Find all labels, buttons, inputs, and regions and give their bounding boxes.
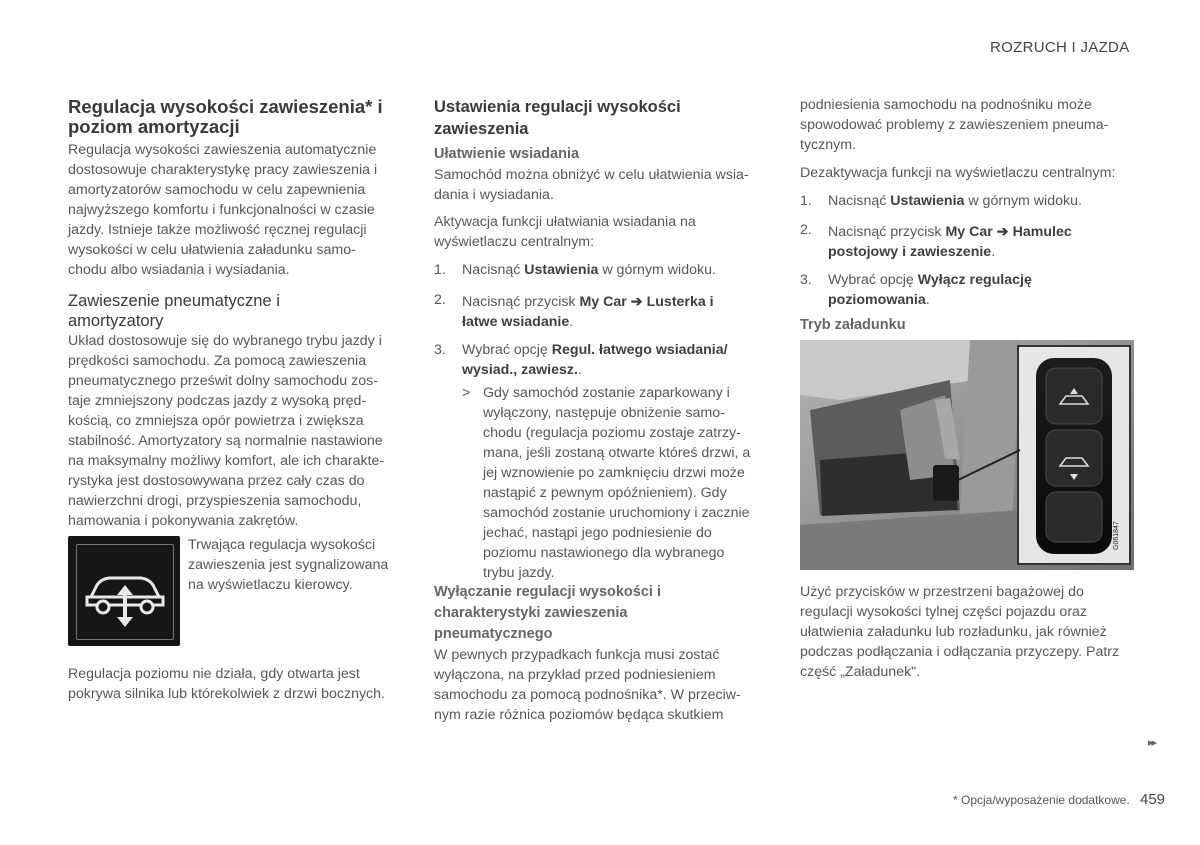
heading-line: poziom amortyzacji [68,116,240,137]
note-paragraph [68,664,418,704]
text-line: Samochód można obniżyć w celu ułatwienia wsia- [434,167,749,183]
body-paragraph [68,331,408,531]
text-line: wyłączony, następuje obniżenie samo- [483,405,725,421]
menu-path-bold: Ustawienia [524,262,599,278]
text-line: Trwająca regulacja wysokości [188,537,376,553]
text-run: . [925,292,930,308]
list-item [800,191,1140,211]
menu-path-bold: Wyłącz regulację [917,272,1032,288]
heading-line: Zawieszenie pneumatyczne i [68,292,280,310]
text-line: jazdy. Istnieje także możliwość ręcznej regulacji [68,222,367,238]
text-line: tycznym. [800,137,856,153]
list-item [434,340,774,382]
text-line: prędkości samochodu. Za pomocą zawieszenia [68,353,367,369]
menu-path-bold: wysiad., zawiesz. [462,362,578,378]
continued-paragraph [800,95,1140,155]
heading-line: Regulacja wysokości zawieszenia* i [68,96,383,117]
text-line: jechać, nastąpi jego podniesienie do [483,525,712,541]
text-line: nawierzchni drogi, przyspieszenia samochodu, [68,493,362,509]
text-line: Regulacja wysokości zawieszenia automatycznie [68,142,377,158]
section-title: ROZRUCH I JAZDA [990,39,1130,56]
footnote: * Opcja/wyposażenie dodatkowe. [953,793,1130,807]
heading-line: charakterystyki zawieszenia [434,605,628,621]
text-line: nym razie różnica poziomów będąca skutkiem [434,707,724,723]
deactivation-paragraph [434,645,774,725]
page-number: 459 [1140,791,1166,808]
step-number: 3. [800,272,812,288]
heading-line: zawieszenia [434,120,529,138]
menu-path-bold: poziomowania [828,292,926,308]
text-line: trybu jazdy. [483,565,555,581]
text-line: pneumatycznego prześwit dolny samochodu zos- [68,373,378,389]
text-line: wyłączona, na przykład przed podniesieniem [434,667,716,683]
step-number: 1. [434,262,446,278]
settings-heading [434,96,681,140]
text-line: Użyć przycisków w przestrzeni bagażowej do [800,584,1084,600]
text-line: Gdy samochód zostanie zaparkowany i [483,385,730,401]
menu-path-bold: Lusterka i [646,294,714,310]
continue-arrows-icon: ▸▸ [1148,737,1156,749]
text-line: najwyższego komfortu i funkcjonalności w czasie [68,202,375,218]
text-line: chodu albo wsiadania i wysiadania. [68,262,290,278]
text-line: część „Załadunek". [800,664,921,680]
arrow-right-icon: ➔ [996,224,1009,240]
text-run: w górnym widoku. [964,193,1082,209]
arrow-right-icon: ➔ [630,294,643,310]
list-item [434,260,774,280]
easy-entry-paragraph [434,165,774,205]
menu-path-bold: My Car [945,224,993,240]
text-line: samochodu za pomocą podnośnika*. W przeciw- [434,687,741,703]
suspension-level-indicator-icon [68,536,180,646]
text-run: . [577,362,582,378]
deactivation-heading [434,582,661,645]
loading-mode-heading: Tryb załadunku [800,317,906,333]
text-run: Nacisnąć [462,262,525,278]
text-line: poziomu nastawionego dla wybranego [483,545,725,561]
list-item [800,220,1140,262]
step-number: 2. [434,292,446,308]
text-line: hamowania i pokonywania zakrętów. [68,513,299,529]
result-marker: > [462,385,471,401]
text-line: rystyka jest dostosowywana przez cały czas do [68,473,365,489]
text-run: . [569,314,574,330]
text-line: dostosowuje charakterystykę pracy zawieszenia i [68,162,378,178]
step-number: 3. [434,342,446,358]
text-line: zawieszenia jest sygnalizowana [188,557,389,573]
text-line: jej wznowienie po zamknięciu drzwi może [483,465,745,481]
list-item [434,290,774,332]
text-line: W pewnych przypadkach funkcja musi zostać [434,647,720,663]
heading-line: amortyzatory [68,312,164,330]
text-line: chodu (regulacja poziomu zostaje zatrzy- [483,425,741,441]
list-item [800,270,1140,312]
activation-paragraph [434,212,774,252]
heading-line: Wyłączanie regulacji wysokości i [434,584,662,600]
text-line: pokrywa silnika lub którekolwiek z drzwi bocznych. [68,686,385,702]
text-run: Nacisnąć [828,193,891,209]
icon-caption [188,535,408,595]
car-height-adjust-icon [77,545,173,639]
text-run: Nacisnąć przycisk [462,294,580,310]
text-line: Aktywacja funkcji ułatwiania wsiadania na [434,214,696,230]
photo-caption [800,582,1160,682]
text-line: kością, co zmniejsza opór powietrza i zwiększa [68,413,364,429]
easy-entry-heading: Ułatwienie wsiadania [434,146,580,162]
step-number: 1. [800,193,812,209]
subsection-heading [68,291,280,331]
menu-path-bold: Hamulec [1012,224,1072,240]
text-run: Nacisnąć przycisk [828,224,946,240]
text-run: w górnym widoku. [598,262,716,278]
text-line: podczas podłączania i odłączania przyczepy. Patrz [800,644,1120,660]
text-run: . [991,244,996,260]
cargo-buttons-photo [800,340,1134,570]
text-line: nastąpić z pewnym opóźnieniem). Gdy [483,485,727,501]
menu-path-bold: łatwe wsiadanie [462,314,570,330]
menu-path-bold: postojowy i zawieszenie [828,244,992,260]
section-heading [68,97,383,137]
text-line: regulacji wysokości tylnej części pojazdu oraz [800,604,1088,620]
text-line: taje zmniejszony podczas jazdy z wysoką pręd- [68,393,367,409]
heading-line: pneumatycznego [434,626,553,642]
text-run: Wybrać opcję [462,342,552,358]
text-line: Układ dostosowuje się do wybranego trybu jazdy i [68,333,382,349]
deactivation-intro: Dezaktywacja funkcji na wyświetlaczu centralnym: [800,165,1116,181]
text-line: wysokości w celu ułatwienia załadunku samo- [68,242,356,258]
text-line: samochód zostanie uruchomiony i zacznie [483,505,750,521]
text-line: na wyświetlaczu kierowcy. [188,577,353,593]
trunk-illustration [800,340,1134,570]
heading-line: Ustawienia regulacji wysokości [434,98,681,116]
intro-paragraph [68,140,408,280]
text-line: amortyzatorów samochodu w celu zapewnienia [68,182,366,198]
text-line: Regulacja poziomu nie działa, gdy otwarta jest [68,666,360,682]
result-paragraph [483,383,783,583]
text-line: mana, jeśli zostaną otwarte któreś drzwi, a [483,445,751,461]
text-line: na maksymalny możliwy komfort, ale ich charakte- [68,453,385,469]
text-line: spowodować problemy z zawieszeniem pneuma- [800,117,1109,133]
menu-path-bold: My Car [579,294,627,310]
menu-path-bold: Ustawienia [890,193,965,209]
photo-code: G061847 [1113,521,1120,550]
text-line: podniesienia samochodu na podnośniku może [800,97,1092,113]
text-line: stabilność. Amortyzatory są normalnie nastawione [68,433,383,449]
text-line: ułatwienia załadunku lub rozładunku, jak również [800,624,1107,640]
menu-path-bold: Regul. łatwego wsiadania/ [551,342,728,358]
text-line: dania i wysiadania. [434,187,554,203]
text-run: Wybrać opcję [828,272,918,288]
text-line: wyświetlaczu centralnym: [434,234,595,250]
step-number: 2. [800,222,812,238]
